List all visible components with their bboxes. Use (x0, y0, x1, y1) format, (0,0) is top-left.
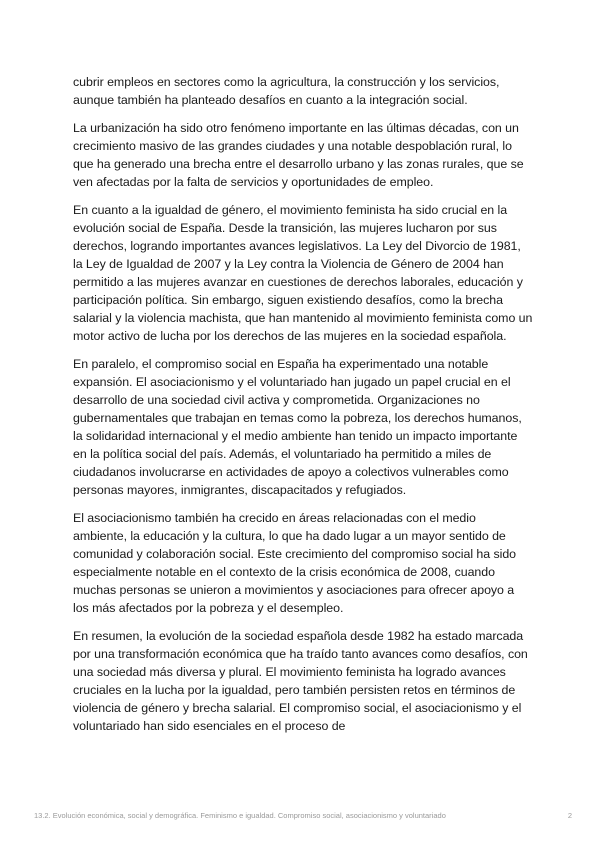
page-number: 2 (567, 810, 572, 820)
paragraph: La urbanización ha sido otro fenómeno importante en las últimas décadas, con un crecimiento masivo de las grandes ciudades y una notable despoblación rural, lo que ha generado una brecha entre el desarrollo urbano y las zonas rurales, que se ven afectadas por la falta de servicios y oportunidades de empleo. (73, 121, 524, 189)
body-text (73, 73, 533, 745)
paragraph: En cuanto a la igualdad de género, el movimiento feminista ha sido crucial en la evolución social de España. Desde la transición, las mujeres lucharon por sus derechos, logrando importantes avances legislativos. La Ley del Divorcio de 1981, la Ley de Igualdad de 2007 y la Ley contra la Violencia de Género de 2004 han permitido a las mujeres avanzar en cuestiones de derechos laborales, educación y participación política. Sin embargo, siguen existiendo desafíos, como la brecha salarial y la violencia machista, que han mantenido al movimiento feminista como un motor activo de lucha por los derechos de las mujeres en la sociedad española. (73, 203, 533, 343)
page-footer (34, 808, 572, 822)
paragraph: cubrir empleos en sectores como la agricultura, la construcción y los servicios, aunque también ha planteado desafíos en cuanto a la integración social. (73, 75, 500, 107)
footer-section-title: 13.2. Evolución económica, social y demográfica. Feminismo e igualdad. Compromiso social, asociacionismo y voluntariado (34, 810, 446, 820)
paragraph: En resumen, la evolución de la sociedad española desde 1982 ha estado marcada por una transformación económica que ha traído tanto avances como desafíos, con una sociedad más diversa y plural. El movimiento feminista ha logrado avances cruciales en la lucha por la igualdad, pero también persisten retos en términos de violencia de género y brecha salarial. El compromiso social, el asociacionismo y el voluntariado han sido esenciales en el proceso de (73, 629, 528, 733)
paragraph: En paralelo, el compromiso social en España ha experimentado una notable expansión. El asociacionismo y el voluntariado han jugado un papel crucial en el desarrollo de una sociedad civil activa y comprometida. Organizaciones no gubernamentales que trabajan en temas como la pobreza, los derechos humanos, la solidaridad internacional y el medio ambiente han tenido un impacto importante en la política social del país. Además, el voluntariado ha permitido a miles de ciudadanos involucrarse en actividades de apoyo a colectivos vulnerables como personas mayores, inmigrantes, discapacitados y refugiados. (73, 357, 522, 497)
paragraph: El asociacionismo también ha crecido en áreas relacionadas con el medio ambiente, la educación y la cultura, lo que ha dado lugar a un mayor sentido de comunidad y colaboración social. Este crecimiento del compromiso social ha sido especialmente notable en el contexto de la crisis económica de 2008, cuando muchas personas se unieron a movimientos y asociaciones para ofrecer apoyo a los más afectados por la pobreza y el desempleo. (73, 511, 517, 615)
